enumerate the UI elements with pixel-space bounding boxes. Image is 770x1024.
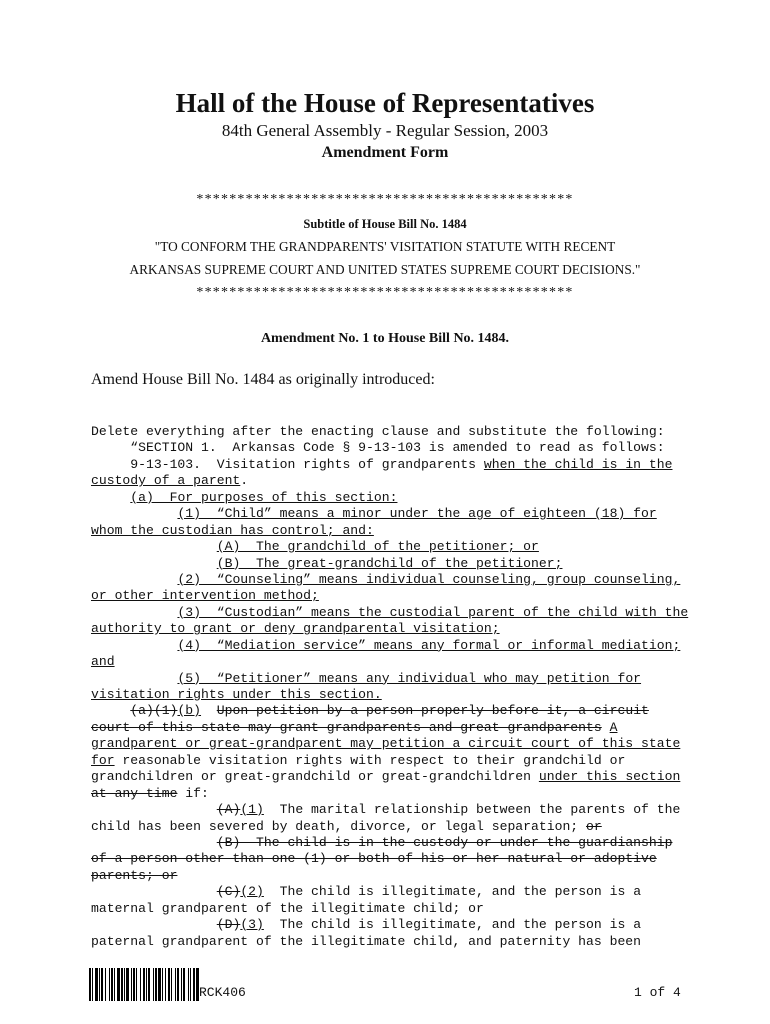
deleted-text: or [586, 818, 602, 834]
body-line [91, 851, 731, 867]
inserted-text: when the child is in the [483, 456, 673, 472]
body-line [91, 736, 731, 752]
body-line [91, 884, 731, 900]
body-line [91, 490, 731, 506]
body-text: paternal grandparent of the illegitimate child, and paternity has been [91, 933, 642, 949]
body-line [91, 424, 731, 440]
amendment-number: Amendment No. 1 to House Bill No. 1484. [260, 331, 510, 346]
body-text: child has been severed by death, divorce, or legal separation; [91, 818, 587, 834]
body-line [91, 720, 731, 736]
inserted-text: (4) “Mediation service” means any formal or informal mediation; [177, 637, 681, 653]
body-line [91, 917, 731, 933]
deleted-text: (A) [216, 802, 241, 818]
inserted-text: authority to grant or deny grandparental visitation; [91, 621, 500, 637]
inserted-text: (A) The grandchild of the petitioner; or [216, 539, 539, 555]
inserted-text: custody of a parent [91, 473, 241, 489]
body-line [91, 703, 731, 719]
deleted-text: (B) The child is in the custody or under the guardianship [216, 834, 673, 850]
body-text [91, 835, 217, 850]
body-line [91, 523, 731, 539]
body-text: . [240, 473, 249, 489]
body-text [91, 556, 217, 571]
page-title: Hall of the House of Representatives [175, 88, 595, 118]
bill-summary-line-2: ARKANSAS SUPREME COURT AND UNITED STATES SUPREME COURT DECISIONS." [129, 262, 641, 277]
inserted-text: (1) [240, 802, 264, 818]
body-line [91, 786, 731, 802]
body-text: The child is illegitimate, and the person is a [263, 917, 642, 933]
body-line [91, 539, 731, 555]
body-line [91, 687, 731, 703]
body-line [91, 457, 731, 473]
body-text [91, 605, 177, 620]
deleted-text: of a person other than one (1) or both of his or her natural or adoptive [91, 851, 657, 867]
body-text [201, 703, 217, 718]
body-text [91, 490, 130, 505]
body-line [91, 835, 731, 851]
body-text [602, 720, 610, 735]
body-text: grandchildren or great-grandchild or great-grandchildren [91, 769, 539, 785]
body-text: maternal grandparent of the illegitimate child; or [91, 900, 484, 916]
inserted-text: for [91, 752, 115, 768]
inserted-text: (5) “Petitioner” means any individual who may petition for [177, 670, 642, 686]
body-line [91, 605, 731, 621]
form-name: Amendment Form [321, 144, 449, 161]
body-line [91, 621, 731, 637]
body-text: 9-13-103. Visitation rights of grandparents [91, 456, 484, 472]
body-text [91, 917, 217, 932]
inserted-text: (2) [240, 884, 264, 900]
document-id: RCK406 [199, 985, 246, 1000]
deleted-text: court of this state may grant grandparents and great-grandparents [91, 719, 602, 735]
body-text: Delete everything after the enacting clause and substitute the following: [91, 424, 665, 439]
inserted-text: (a) For purposes of this section: [130, 489, 398, 505]
body-text [91, 506, 177, 521]
inserted-text: grandparent or great-grandparent may petition a circuit court of this state [91, 736, 681, 752]
inserted-text: (3) “Custodian” means the custodial parent of the child with the [177, 604, 689, 620]
body-line [91, 769, 731, 785]
body-line [91, 868, 731, 884]
inserted-text: (3) [240, 917, 264, 933]
body-line [91, 473, 731, 489]
inserted-text: (B) The great-grandchild of the petitioner; [216, 555, 563, 571]
bill-summary-line-1: "TO CONFORM THE GRANDPARENTS' VISITATION STATUTE WITH RECENT [154, 239, 616, 254]
body-line [91, 638, 731, 654]
inserted-text: under this section [538, 769, 681, 785]
body-line [91, 588, 731, 604]
inserted-text: and [91, 654, 115, 670]
body-line [91, 819, 731, 835]
body-line [91, 572, 731, 588]
body-line [91, 934, 731, 950]
star-divider-top: ********************************************** [196, 192, 574, 207]
body-text: if: [177, 785, 209, 801]
inserted-text: (2) “Counseling” means individual counseling, group counseling, [177, 571, 681, 587]
star-divider-bottom: ********************************************** [196, 285, 574, 300]
inserted-text: (b) [177, 703, 202, 719]
body-text: The marital relationship between the parents of the [263, 802, 681, 818]
inserted-text: visitation rights under this section. [91, 687, 382, 702]
body-line [91, 654, 731, 670]
deleted-text: (C) [216, 884, 241, 900]
body-text: The child is illegitimate, and the person is a [263, 884, 642, 900]
body-text [91, 572, 177, 587]
deleted-text: parents; or [91, 867, 178, 883]
body-line [91, 506, 731, 522]
body-line [91, 440, 731, 456]
inserted-text: A [609, 719, 618, 735]
page-number: 1 of 4 [634, 985, 681, 1000]
deleted-text: (a)(1) [130, 703, 178, 719]
body-text [91, 671, 177, 686]
barcode [89, 968, 199, 1001]
inserted-text: whom the custodian has control; and: [91, 522, 374, 538]
body-text [91, 703, 130, 718]
deleted-text: Upon petition by a person properly before it, a circuit [216, 703, 649, 719]
body-text: “SECTION 1. Arkansas Code § 9-13-103 is amended to read as follows: [91, 440, 665, 456]
amend-instruction: Amend House Bill No. 1484 as originally introduced: [91, 371, 435, 388]
deleted-text: (D) [216, 917, 241, 933]
body-line [91, 901, 731, 917]
inserted-text: (1) “Child” means a minor under the age of eighteen (18) for [177, 506, 657, 522]
session-line: 84th General Assembly - Regular Session, 2003 [221, 121, 549, 140]
body-text [91, 884, 217, 899]
body-text: reasonable visitation rights with respect to their grandchild or [114, 752, 626, 768]
body-text [91, 638, 177, 653]
body-line [91, 671, 731, 687]
amendment-body [91, 424, 731, 950]
body-text [91, 539, 217, 554]
inserted-text: or other intervention method; [91, 588, 319, 604]
deleted-text: at any time [91, 785, 178, 801]
body-line [91, 802, 731, 818]
body-line [91, 556, 731, 572]
body-line [91, 753, 731, 769]
bill-subtitle-heading: Subtitle of House Bill No. 1484 [303, 217, 467, 231]
body-text [91, 802, 217, 817]
